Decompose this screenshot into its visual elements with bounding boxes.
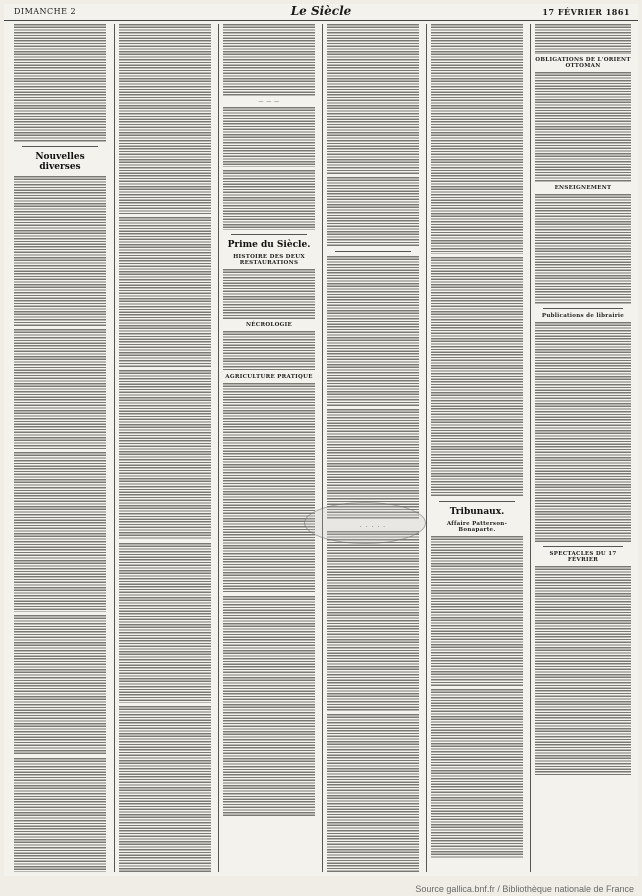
article-text [223, 107, 315, 167]
divider [231, 234, 307, 235]
source-credit: Source gallica.bnf.fr / Bibliothèque nationale de France [415, 884, 634, 894]
article-text [14, 176, 106, 326]
masthead [4, 4, 638, 21]
article-text [223, 269, 315, 319]
column-6 [530, 24, 633, 872]
column-5 [426, 24, 525, 872]
page-number: 2 [70, 7, 77, 16]
article-text [223, 596, 315, 816]
article-text [535, 322, 631, 542]
subheading-histoire: HISTOIRE DES DEUX RESTAURATIONS [233, 254, 305, 266]
heading-spectacles: SPECTACLES DU 17 FÉVRIER [549, 551, 617, 563]
article-text [535, 566, 631, 776]
article-text [14, 24, 106, 142]
column-2 [114, 24, 213, 872]
article-text [327, 177, 419, 247]
article-text [431, 257, 523, 497]
divider [543, 308, 623, 309]
section-heading-nouvelles-diverses: Nouvelles diverses [35, 152, 85, 172]
library-stamp [304, 502, 426, 544]
article-text [223, 24, 315, 96]
divider [543, 546, 623, 547]
section-heading-prime: Prime du Siècle. [227, 240, 311, 250]
article-text [535, 72, 631, 182]
article-text [223, 170, 315, 230]
subheading: — — — [258, 99, 280, 105]
subheading-necrologie: NÉCROLOGIE [245, 322, 293, 328]
article-text [14, 452, 106, 612]
divider [439, 501, 515, 502]
article-text [327, 24, 419, 174]
article-text [327, 256, 419, 406]
subheading-enseignement: ENSEIGNEMENT [554, 185, 612, 191]
article-text [431, 536, 523, 686]
article-text [14, 329, 106, 449]
day-text: DIMANCHE [14, 7, 68, 16]
text-columns [10, 24, 632, 872]
divider [335, 251, 411, 252]
article-text [535, 194, 631, 304]
article-text [327, 531, 419, 711]
article-text [119, 217, 211, 367]
article-text [431, 689, 523, 859]
column-3 [218, 24, 317, 872]
article-text [431, 24, 523, 254]
newspaper-title: Le Siècle [290, 4, 352, 18]
masthead-date: 17 FÉVRIER 1861 [542, 7, 630, 17]
article-text [327, 714, 419, 872]
newspaper-page [4, 4, 638, 876]
article-text [119, 24, 211, 214]
article-text [535, 24, 631, 54]
subheading-agriculture: AGRICULTURE PRATIQUE [225, 374, 313, 380]
article-text [223, 383, 315, 593]
article-text [14, 615, 106, 755]
section-heading-tribunaux: Tribunaux. [449, 507, 505, 517]
heading-publications: Publications de librairie [541, 313, 625, 319]
column-4 [322, 24, 421, 872]
separator-dots: . . . . . [359, 522, 387, 529]
article-text [119, 370, 211, 540]
article-text [14, 758, 106, 872]
article-text [119, 706, 211, 872]
column-1 [10, 24, 108, 872]
subheading-patterson: Affaire Patterson-Bonaparte. [446, 521, 508, 533]
divider [22, 146, 98, 147]
article-text [223, 331, 315, 371]
subheading-obligations: OBLIGATIONS DE L'ORIENT OTTOMAN [535, 57, 631, 69]
article-text [119, 543, 211, 703]
